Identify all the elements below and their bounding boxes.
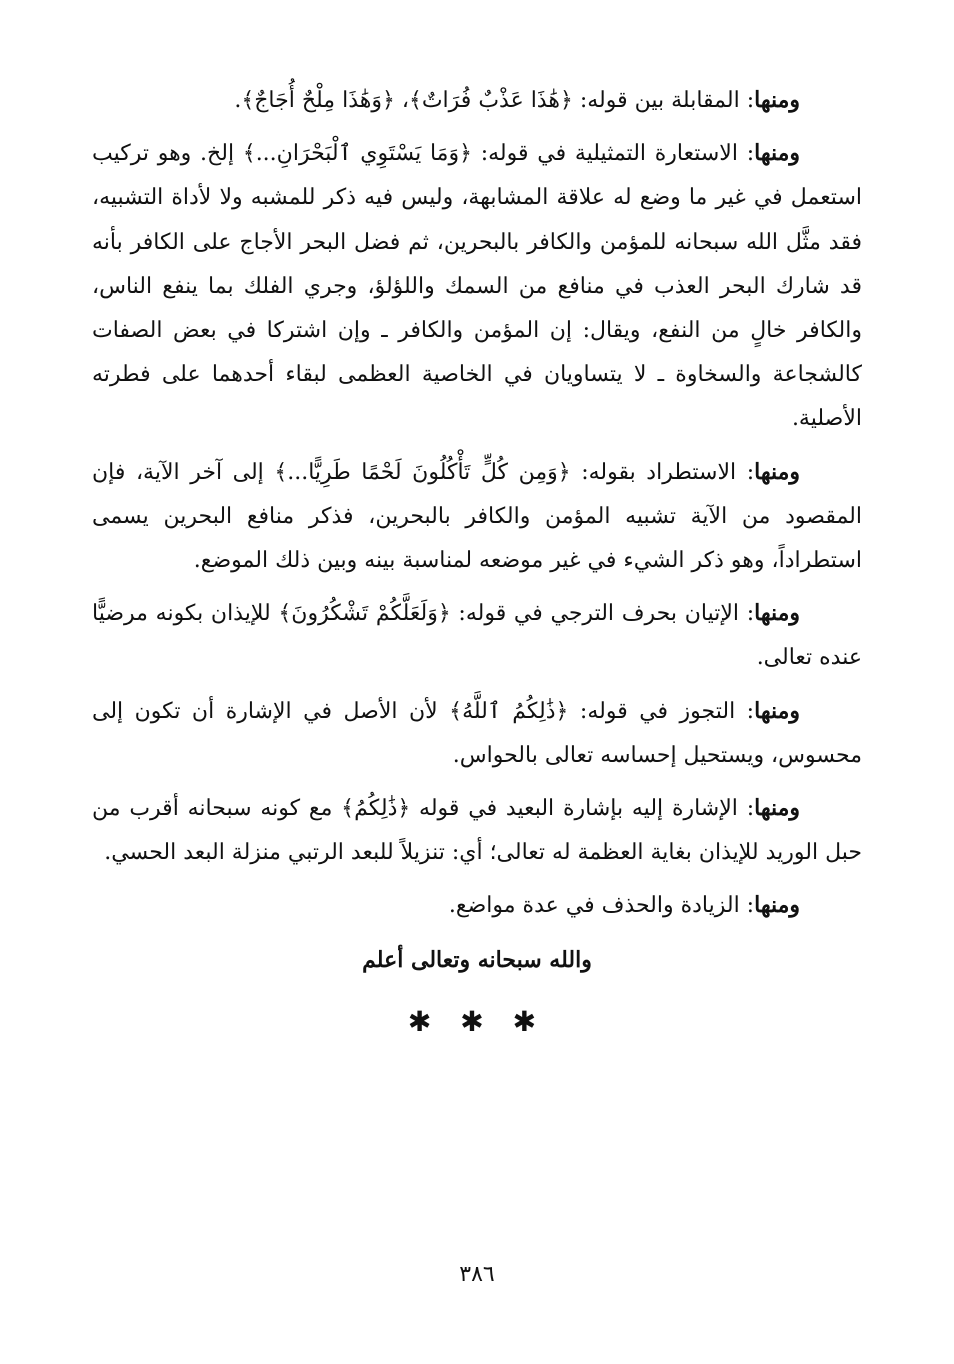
paragraph-text: : الإتيان بحرف الترجي في قوله: ﴿وَلَعَلَّكُمْ تَشْكُرُونَ﴾ للإيذان بكونه مرضيًّا عنده تعالى. [92,601,862,671]
paragraph-lead: ومنها [754,795,800,822]
section-separator: ✱ ✱ ✱ [407,1005,547,1038]
paragraph-text: : الاستعارة التمثيلية في قوله: ﴿وَمَا يَسْتَوِي ٱلْبَحْرَانِ...﴾ إلخ. وهو تركيب استعمل في غير ما وضع له علاقة المشابهة، وليس فيه ذكر للمشبه ولا لأداة التشبيه، فقد مثَّل الله سبحانه للمؤمن والكافر بالبحرين، ثم فضل البحر الأجاج على الكافر بأنه قد شارك البحر العذب في منافع من السمك واللؤلؤ، وجري الفلك بما ينفع الناس، والكافر خالٍ من النفع، ويقال: إن المؤمن والكافر ـ وإن اشتركا في بعض الصفات كالشجاعة والسخاوة ـ لا يتساويان في الخاصية العظمى لبقاء أحدهما على فطرته الأصلية. [92,141,862,432]
paragraph-lead: ومنها [754,140,800,167]
page-body [92,78,862,937]
paragraph-5 [92,689,862,778]
paragraph-lead: ومنها [754,697,800,724]
paragraph-7 [92,883,862,928]
paragraph-text: : التجوز في قوله: ﴿ذَٰلِكُمُ ٱللَّهُ﴾ لأن الأصل في الإشارة أن تكون إلى محسوس، ويستحيل إحساسه تعالى بالحواس. [92,698,862,768]
paragraph-4 [92,591,862,680]
paragraph-text: : الإشارة إليه بإشارة البعيد في قوله ﴿ذَٰلِكُمُ﴾ مع كونه سبحانه أقرب من حبل الوريد للإيذان بغاية العظمة له تعالى؛ أي: تنزيلاً للبعد الرتبي منزلة البعد الحسي. [92,796,862,866]
paragraph-lead: ومنها [754,458,801,485]
paragraph-1 [92,78,862,123]
paragraph-text: : الاستطراد بقوله: ﴿وَمِن كُلٍّ تَأْكُلُونَ لَحْمًا طَرِيًّا...﴾ إلى آخر الآية، فإن المقصود من الآية تشبيه المؤمن والكافر بالبحرين، فذكر منافع البحرين يسمى استطراداً، وهو ذكر الشيء في غير موضعه لمناسبة بينه وبين ذلك الموضع. [92,459,862,574]
paragraph-text: : الزيادة والحذف في عدة مواضع. [448,893,755,919]
paragraph-6 [92,786,862,875]
paragraph-text: : المقابلة بين قوله: ﴿هَٰذَا عَذْبٌ فُرَاتٌ﴾، ﴿وَهَٰذَا مِلْحٌ أُجَاجٌ﴾. [234,88,755,113]
paragraph-lead: ومنها [754,892,800,919]
page-number: ٣٨٦ [459,1262,495,1287]
closing-phrase: والله سبحانه وتعالى أعلم [362,947,592,973]
paragraph-lead: ومنها [754,87,800,113]
paragraph-2 [92,131,862,441]
paragraph-lead: ومنها [754,600,800,627]
paragraph-3 [92,450,862,584]
